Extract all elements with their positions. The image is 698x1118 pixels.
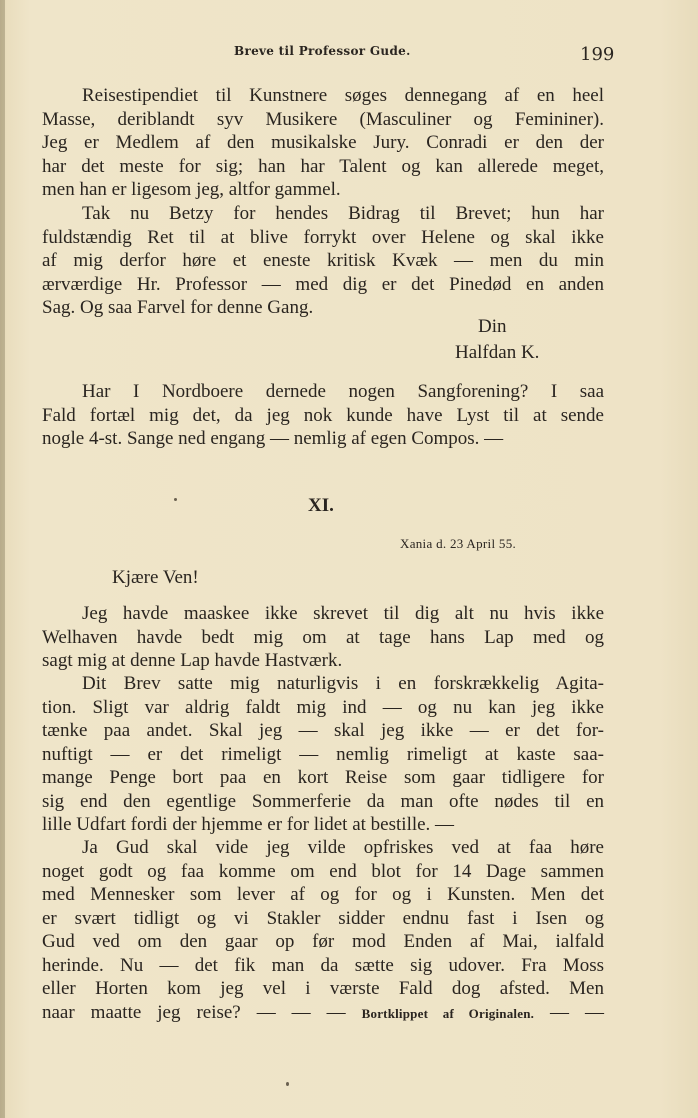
text-line: tion. Sligt var aldrig faldt mig ind — og nu kan jeg ikke	[42, 696, 604, 718]
text-line: mange Penge bort paa en kort Reise som gaar tidligere for	[42, 767, 604, 788]
text-line: tænke paa andet. Skal jeg — skal jeg ikke — er det for-	[42, 720, 604, 741]
final-line-dashes: — —	[550, 1001, 605, 1023]
paragraph-journey	[42, 836, 604, 1024]
text-line: Dit Brev satte mig naturligvis i en forskrækkelig Agita-	[82, 673, 604, 694]
text-line-final	[42, 1001, 604, 1025]
text-line: nuftigt — er det rimeligt — nemlig rimeligt at kaste saa-	[42, 743, 604, 765]
text-line: men han er ligesom jeg, altfor gammel.	[42, 179, 341, 200]
text-line: fuldstændig Ret til at blive forrykt over Helene og skal ikke	[42, 226, 604, 248]
text-line: Ja Gud skal vide jeg vilde opfriskes ved at faa høre	[82, 837, 604, 858]
text-line: ærværdige Hr. Professor — med dig er det Pinedød en anden	[42, 273, 604, 295]
final-line-text: naar maatte jeg reise? — — —	[42, 1001, 346, 1023]
text-line: Welhaven havde bedt mig om at tage hans Lap med og	[42, 626, 604, 648]
page-number: 199	[580, 44, 615, 65]
text-line: har det meste for sig; han har Talent og kan allerede meget,	[42, 155, 604, 177]
text-line: Jeg havde maaskee ikke skrevet til dig alt nu hvis ikke	[82, 603, 604, 624]
text-line: herinde. Nu — det fik man da sætte sig udover. Fra Moss	[42, 954, 604, 976]
letter-salutation: Kjære Ven!	[112, 567, 199, 588]
signature-closing: Din	[478, 316, 507, 337]
paragraph-stipend	[42, 84, 604, 202]
paper-speck	[174, 498, 177, 501]
text-line: eller Horten kom jeg vel i værste Fald dog afsted. Men	[42, 978, 604, 999]
letter-dateline: Xania d. 23 April 55.	[400, 536, 517, 551]
text-line: af mig derfor høre et eneste kritisk Kvæk — men du min	[42, 250, 604, 271]
text-line: lille Udfart fordi der hjemme er for lidet at bestille. —	[42, 814, 455, 835]
paragraph-welhaven	[42, 602, 604, 673]
text-line: sagt mig at denne Lap havde Hastværk.	[42, 650, 343, 671]
text-line: Sag. Og saa Farvel for denne Gang.	[42, 297, 314, 318]
text-line: Tak nu Betzy for hendes Bidrag til Brevet; hun har	[82, 203, 604, 224]
text-line: Jeg er Medlem af den musikalske Jury. Conradi er den der	[42, 132, 604, 153]
text-line: sig end den egentlige Sommerferie da man ofte nødes til en	[42, 790, 604, 812]
text-line: med Mennesker som lever af og for og i Kunsten. Men det	[42, 884, 604, 905]
text-line: Har I Nordboere dernede nogen Sangforening? I saa	[82, 381, 604, 402]
paragraph-agitation	[42, 672, 604, 837]
text-line: noget godt og faa komme om end blot for 14 Dage sammen	[42, 860, 604, 882]
paragraph-betzy	[42, 202, 604, 320]
paper-speck	[286, 1082, 289, 1086]
text-line: nogle 4-st. Sange ned engang — nemlig af egen Compos. —	[42, 428, 504, 449]
text-line: er svært tidligt og vi Stakler sidder endnu fast i Isen og	[42, 907, 604, 929]
text-line: Gud ved om den gaar op før mod Enden af Mai, ialfald	[42, 931, 604, 952]
paragraph-postscript	[42, 380, 604, 451]
page-spine-shadow	[0, 0, 5, 1118]
running-title: Breve til Professor Gude.	[234, 44, 411, 58]
letter-number: XI.	[308, 495, 334, 516]
signature-name: Halfdan K.	[455, 342, 540, 363]
editor-note: Bortklippet af Originalen.	[361, 1005, 535, 1021]
text-line: Masse, deriblandt syv Musikere (Masculiner og Femininer).	[42, 108, 604, 130]
text-line: Reisestipendiet til Kunstnere søges dennegang af en heel	[82, 85, 604, 106]
text-line: Fald fortæl mig det, da jeg nok kunde have Lyst til at sende	[42, 404, 604, 426]
